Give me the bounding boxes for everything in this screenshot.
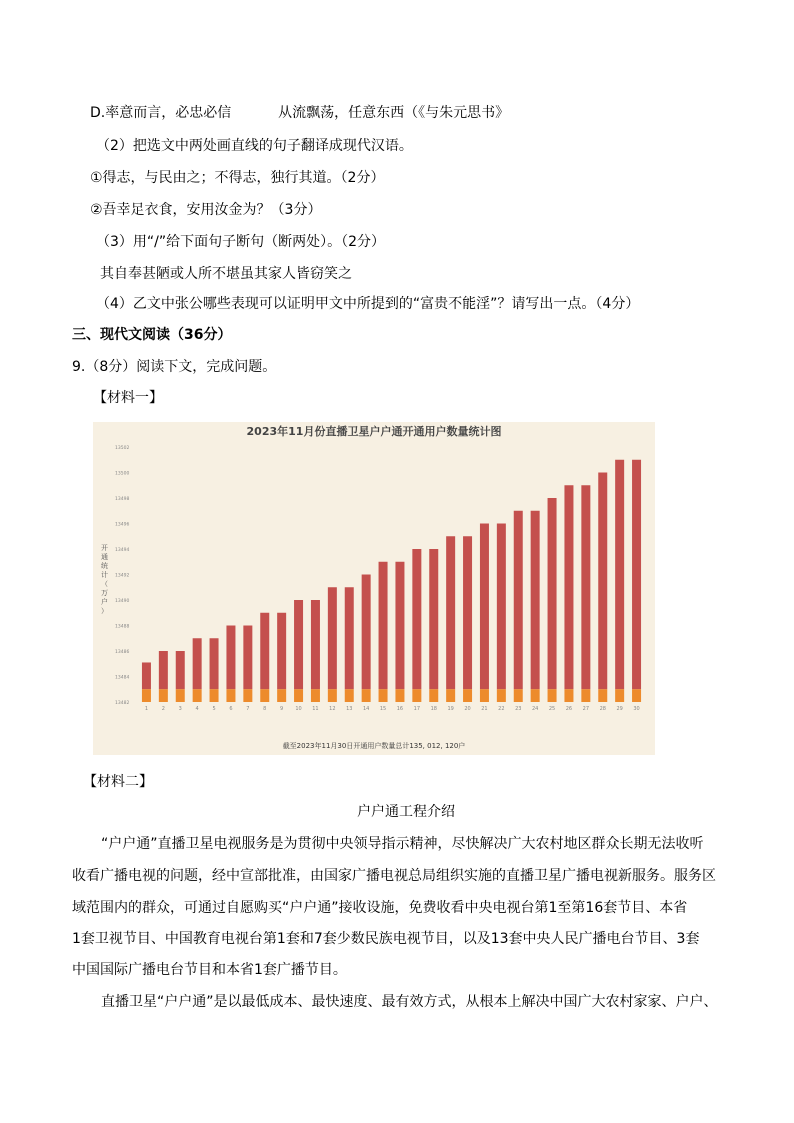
x-tick-label: 3 [178,706,182,712]
option-d [90,103,509,123]
bar [277,613,286,690]
bar-base [176,689,185,702]
chart-title: 2023年11月份直播卫星户户通开通用户数量统计图 [246,425,502,438]
x-tick-label: 22 [498,706,505,712]
x-tick-label: 5 [212,706,216,712]
x-tick-label: 2 [161,706,165,712]
bar-base [514,689,523,702]
x-tick-label: 7 [246,706,250,712]
bar [514,511,523,690]
x-tick-label: 20 [464,706,471,712]
x-tick-label: 12 [329,706,336,712]
x-tick-label: 16 [396,706,404,712]
bar-base [193,689,202,702]
bar [531,511,540,690]
question-2: （2）把选文中两处画直线的句子翻译成现代汉语。 [96,138,413,154]
bar [243,626,252,690]
bar-base [345,689,354,702]
section-title: 三、现代文阅读（36分） [72,327,232,343]
bar [615,460,624,690]
y-ticks [115,445,129,706]
bar-base [328,689,337,702]
bar-base [598,689,607,702]
bar-base [362,689,371,702]
bar-base [446,689,455,702]
bar [429,549,438,689]
y-tick-label: 13492 [115,573,130,579]
bar-base [497,689,506,702]
bar [142,662,151,689]
bar-base [379,689,388,702]
question-3-sentence: 其自奉甚陋或人所不堪虽其家人皆窃笑之 [100,266,352,282]
x-tick-label: 11 [312,706,319,712]
x-tick-label: 27 [582,706,590,712]
x-tick-label: 24 [531,706,539,712]
chart-y-axis-label: 开通统计（万户） [101,544,108,615]
bar [497,524,506,690]
x-tick-label: 10 [295,706,302,712]
bar [480,524,489,690]
bar [463,536,472,689]
bar-base [531,689,540,702]
x-tick-label: 17 [413,706,421,712]
question-3: （3）用“/”给下面句子断句（断两处）。（2分） [96,234,386,250]
bar-base [294,689,303,702]
x-tick-label: 26 [565,706,573,712]
x-tick-label: 8 [263,706,267,712]
question-2-2: ②吾幸足衣食，安用汝金为？（3分） [90,202,322,218]
chart-footer: 截至2023年11月30日开通用户数量总计135, 012, 120户 [282,742,466,750]
article-title: 户户通工程介绍 [357,804,455,820]
x-tick-label: 29 [616,706,623,712]
x-tick-label: 1 [144,706,149,712]
option-d-left: D.率意而言，必忠必信 [90,105,232,121]
x-tick-label: 28 [599,706,606,712]
bar [260,613,269,690]
article-line-5: 中国国际广播电台节目和本省1套广播节目。 [72,962,347,978]
y-tick-label: 13498 [115,497,130,502]
y-tick-label: 13494 [115,548,130,553]
bar [193,638,202,689]
bar [328,587,337,689]
bar-base [277,689,286,702]
bar-base [581,689,590,702]
bar [548,498,557,689]
bar-base [463,689,472,702]
x-tick-label: 21 [481,706,488,712]
bar [159,651,168,689]
bar-base [243,689,252,702]
bar [632,460,641,690]
question-4: （4）乙文中张公哪些表现可以证明甲文中所提到的“富贵不能淫”？请写出一点。（4分） [96,296,640,312]
bar-base [226,689,235,702]
bar [412,549,421,689]
x-tick-label: 25 [548,706,556,712]
bar-base [480,689,489,702]
x-tick-label: 4 [195,706,199,712]
article-line-6: 直播卫星“户户通”是以最低成本、最快速度、最有效方式，从根本上解决中国广大农村家家、户户、 [101,994,718,1010]
y-tick-label: 13488 [115,624,130,630]
article-line-4: 1套卫视节目、中国教育电视台第1套和7套少数民族电视节目，以及13套中央人民广播电台节目、3套 [72,931,700,947]
x-tick-label: 15 [379,706,387,712]
bar [395,562,404,690]
chart-svg [93,422,655,755]
bar [581,485,590,689]
x-tick-label: 30 [633,706,640,712]
y-tick-label: 13502 [115,446,130,451]
bar [226,626,235,690]
bar [345,587,354,689]
bar [564,485,573,689]
bar [446,536,455,689]
bar-base [311,689,320,702]
bar-base [564,689,573,702]
bar-base [159,689,168,702]
bar-chart [93,422,655,755]
x-tick-label: 13 [346,706,353,712]
bar [176,651,185,689]
x-tick-label: 19 [447,706,454,712]
bar-base [412,689,421,702]
bar-base [142,689,151,702]
bars [142,460,641,702]
bar-base [260,689,269,702]
bar-base [615,689,624,702]
bar-base [395,689,404,702]
bar-base [210,689,219,702]
material-2-label: 【材料二】 [83,774,153,790]
bar [311,600,320,689]
y-tick-label: 13484 [115,675,130,681]
y-tick-label: 13486 [115,650,130,655]
x-tick-label: 23 [515,706,522,712]
bar-base [632,689,641,702]
x-tick-label: 14 [362,706,370,712]
question-9: 9.（8分）阅读下文，完成问题。 [72,359,277,375]
bar-base [548,689,557,702]
bar [379,562,388,690]
bar [598,473,607,690]
x-ticks [145,706,640,712]
x-tick-label: 6 [229,706,233,712]
y-tick-label: 13482 [115,701,130,706]
bar [362,575,371,690]
x-tick-label: 18 [430,706,437,712]
article-line-2: 收看广播电视的问题，经中宣部批准，由国家广播电视总局组织实施的直播卫星广播电视新服务。服务区 [72,868,716,884]
article-line-3: 域范围内的群众，可通过自愿购买“户户通”接收设施，免费收看中央电视台第1至第16套节目、本省 [72,900,688,916]
bar-base [429,689,438,702]
y-tick-label: 13500 [115,471,130,477]
y-tick-label: 13496 [115,522,130,528]
bar [210,638,219,689]
question-2-1: ①得志，与民由之；不得志，独行其道。（2分） [90,170,385,186]
bar [294,600,303,689]
option-d-right: 从流飘荡，任意东西（《与朱元思书》 [278,105,510,121]
material-1-label: 【材料一】 [93,390,163,406]
y-tick-label: 13490 [115,599,130,604]
x-tick-label: 9 [280,706,284,712]
article-line-1: “户户通”直播卫星电视服务是为贯彻中央领导指示精神，尽快解决广大农村地区群众长期无法收听 [101,836,704,852]
